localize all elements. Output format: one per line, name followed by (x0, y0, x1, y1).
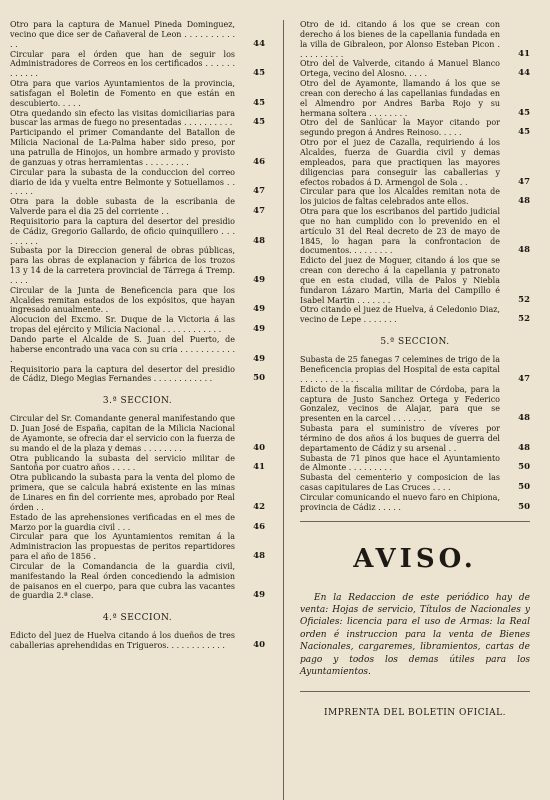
entry-text: Circular para que los Ayuntamientos remitan á la Administracion las propuestas de peritos repartidores para el año de 1856 . (10, 532, 235, 562)
entry-text: Otro del de Valverde, citando á Manuel Blanco Ortega, vecino del Alosno. . . . . (300, 59, 500, 79)
entry-page-number: 47 (253, 186, 265, 197)
entry-text: Edicto del juez de Huelva citando á los dueños de tres caballerias aprehendidas en Trigueros. . . . . . . . . . . . (10, 631, 235, 651)
entry-text: Alocucion del Excmo. Sr. Duque de la Victoria á las tropas del ejército y Milicia Nacional . . . . . . . . . . . . (10, 315, 235, 335)
entry-page-number: 48 (518, 442, 530, 453)
index-entry (300, 79, 530, 118)
entry-text: Subasta del cementerio y composicion de las casas capitulares de Las Cruces . . . . (300, 473, 500, 493)
entry-text: Otro citando el juez de Huelva, á Celedonio Diaz, vecino de Lepe . . . . . . . (300, 305, 500, 325)
entry-page-number: 49 (253, 324, 265, 335)
index-entry (300, 424, 530, 454)
entry-text: Subasta de 71 pinos que hace el Ayuntamiento de Almonte . . . . . . . . . (300, 453, 500, 473)
entry-page-number: 45 (518, 107, 530, 118)
entry-page-number: 48 (518, 245, 530, 256)
index-entry (300, 454, 530, 474)
entry-text: Otra para que los escribanos del partido judicial que no han cumplido con lo prevenido en el artículo 31 del Real decreto de 23 de mayo de 1845, lo hagan para la confrontacion de documentos. . . . . . . . . (300, 207, 500, 256)
section-heading-3: 3.ª SECCION. (102, 396, 173, 407)
index-entry (300, 256, 530, 305)
entry-page-number: 47 (518, 373, 530, 384)
entry-text: Circular para el órden que han de seguir los Administradores de Correos en los certificados . . . . . . . . . . . . (10, 49, 235, 79)
index-entry (300, 187, 530, 207)
entry-text: Otro del de Sanlúcar la Mayor citando por segundo pregon á Andres Reinoso. . . . . (300, 118, 500, 138)
entry-text: Otra para que varios Ayuntamientos de la provincia, satisfagan el Boletin de Fomento en que están en descubierto. . . . . (10, 79, 235, 108)
aviso-title: AVISO. (353, 543, 477, 574)
index-entry (300, 138, 530, 187)
entry-text: Estado de las aprehensiones verificadas en el mes de Marzo por la guardia civil . . . (10, 512, 235, 532)
index-entry (10, 365, 265, 385)
index-entry (300, 207, 530, 256)
left-entries-c (10, 631, 265, 651)
aviso-text: En la Redaccion de este periódico hay de venta: Hojas de servicio, Títulos de Nacionales y Oficiales: licencia para el uso de Armas: la Real orden é instruccion para la venta de Bienes Nacionales, cargaremes, libramientos, cartas de pago y todos los demas útiles para los Ayuntamientos. (300, 592, 530, 678)
index-entry (10, 50, 265, 80)
index-entry (10, 20, 265, 50)
entry-text: Otra quedando sin efecto las visitas domiciliarias para buscar las armas de fuego no presentadas . . . . . . . . . . (10, 108, 235, 128)
index-entry (300, 355, 530, 385)
index-entry (10, 335, 265, 365)
index-entry (300, 20, 530, 59)
entry-page-number: 49 (253, 353, 265, 364)
entry-page-number: 47 (253, 206, 265, 217)
index-entry (10, 197, 265, 217)
right-entries-b (300, 355, 530, 513)
entry-page-number: 46 (253, 156, 265, 167)
entry-page-number: 50 (253, 373, 265, 384)
entry-page-number: 41 (253, 462, 265, 473)
entry-page-number: 42 (253, 501, 265, 512)
index-entry (10, 315, 265, 335)
entry-page-number: 41 (518, 48, 530, 59)
index-entry (10, 286, 265, 316)
aviso-block (300, 521, 530, 679)
index-entry (300, 385, 530, 424)
index-entry (300, 59, 530, 79)
entry-page-number: 44 (253, 38, 265, 49)
entry-text: Otra para la doble subasta de la escribania de Valverde para el dia 25 del corriente . . (10, 197, 235, 217)
entry-page-number: 47 (518, 176, 530, 187)
entry-text: Circular del Sr. Comandante general manifestando que D. Juan José de España, capitan de la Milicia Nacional de Ayamonte, se ofrecia dar el servicio con la fuerza de su mando el de la plaza y demas . . . . . . . . (10, 414, 235, 453)
entry-page-number: 52 (518, 294, 530, 305)
entry-page-number: 46 (253, 521, 265, 532)
index-entry (10, 414, 265, 453)
index-entry (10, 246, 265, 285)
entry-text: Otra publicando la subasta para la venta del plomo de primera, que se calcula habrá existente en las minas de Linares en fin del corriente mes, aprobado por Real órden . . (10, 473, 235, 512)
entry-text: Circular comunicando el nuevo faro en Chipiona, provincia de Cádiz . . . . . (300, 492, 500, 512)
right-entries-a (300, 20, 530, 325)
entry-page-number: 52 (518, 314, 530, 325)
index-entry (10, 562, 265, 601)
entry-page-number: 50 (518, 482, 530, 493)
entry-text: Circular para que los Alcaldes remitan nota de los juicios de faltas celebrados ante ellos. (300, 187, 500, 207)
index-entry (10, 168, 265, 198)
index-entry (10, 217, 265, 247)
entry-page-number: 48 (253, 551, 265, 562)
index-entry (300, 493, 530, 513)
entry-text: Otra publicando la subasta del servicio militar de Santoña por cuatro años . . . . . (10, 453, 235, 473)
entry-text: Circular para la subasta de la conduccion del correo diario de ida y vuelta entre Belmonte y Sotuellamos . . . . . . . (10, 167, 235, 197)
column-divider (283, 20, 284, 800)
entry-text: Requisitorio para la captura del desertor del presidio de Cádiz, Gregorio Gallardo, de oficio quinquillero . . . . . . . . . (10, 216, 235, 246)
index-entry (10, 513, 265, 533)
entry-text: Subasta de 25 fanegas 7 celemines de trigo de la Beneficencia propias del Hospital de esta capital . . . . . . . . . . . . (300, 355, 500, 384)
entry-page-number: 50 (518, 501, 530, 512)
index-entry (10, 631, 265, 651)
left-entries-b (10, 414, 265, 601)
entry-text: Otro por el juez de Cazalla, requiriendo á los Alcaldes, fuerza de Guardia civil y demas empleados, para que practiquen las mayores diligencias para conseguir las caballerias y efectos robados á D. Armengol de Sola . . (300, 138, 500, 187)
entry-text: Circular de la Junta de Beneficencia para que los Alcaldes remitan estados de los expósitos, que hayan ingresado anualmente. . (10, 285, 235, 315)
entry-text: Subasta para el suministro de víveres por término de dos años á los buques de guerra del departamento de Cádiz y su arsenal . . (300, 424, 500, 453)
index-entry (300, 473, 530, 493)
section-heading-4: 4.ª SECCION. (102, 613, 173, 624)
entry-page-number: 40 (253, 442, 265, 453)
entry-text: Otro del de Ayamonte, llamando á los que se crean con derecho á las capellanias fundadas en el Almendro por Andres Barba Rojo y su hermana soltera . . . . . . . . (300, 79, 500, 118)
entry-text: Otro de id. citando á los que se crean con derecho á los bienes de la capellania fundada en la villa de Gibraleon, por Alonso Esteban Picon . . . . . . . . . . (300, 20, 500, 59)
entry-text: Requisitorio para la captura del desertor del presidio de Cádiz, Diego Megias Fernandes . . . . . . . . . . . . (10, 364, 235, 384)
entry-page-number: 48 (518, 413, 530, 424)
entry-page-number: 45 (518, 127, 530, 138)
entry-page-number: 45 (253, 68, 265, 79)
entry-page-number: 49 (253, 590, 265, 601)
entry-page-number: 44 (518, 68, 530, 79)
entry-text: Dando parte el Alcalde de S. Juan del Puerto, de haberse encontrado una vaca con su cria . . . . . . . . . . . . (10, 335, 235, 364)
entry-page-number: 49 (253, 304, 265, 315)
entry-text: Edicto de la fiscalia militar de Córdoba, para la captura de Justo Sanchez Ortega y Federico Gonzalez, vecinos de Alajar, para que se presenten en la carcel . . . . . . . (300, 384, 500, 424)
entry-page-number: 45 (253, 117, 265, 128)
entry-page-number: 48 (253, 235, 265, 246)
left-entries-a (10, 20, 265, 384)
index-entry (10, 79, 265, 109)
index-entry (10, 109, 265, 129)
index-entry (10, 532, 265, 562)
printer-footer: IMPRENTA DEL BOLETIN OFICIAL. (300, 691, 530, 718)
section-heading-5: 5.ª SECCION. (380, 337, 450, 348)
entry-text: Otro para la captura de Manuel Pineda Dominguez, vecino que dice ser de Cañaveral de Leon . . . . . . . . . . . . (10, 20, 235, 49)
entry-page-number: 45 (253, 97, 265, 108)
right-column (300, 20, 530, 718)
entry-page-number: 49 (253, 274, 265, 285)
entry-text: Edicto del juez de Moguer, citando á los que se crean con derecho á la capellania y patronato que en esta ciudad, villa de Palos y Niebla fundaron Lázaro Martin, Maria del Campillo é Isabel Martin . . . . . . . (300, 256, 500, 305)
entry-page-number: 50 (518, 462, 530, 473)
left-column (10, 20, 265, 651)
index-entry (10, 473, 265, 512)
index-entry (10, 128, 265, 167)
entry-page-number: 40 (253, 640, 265, 651)
index-entry (10, 454, 265, 474)
entry-text: Subasta por la Direccion general de obras públicas, para las obras de explanacion y fábrica de los trozos 13 y 14 de la carretera provincial de Tárrega á Tremp. . . . . (10, 246, 235, 285)
index-entry (300, 305, 530, 325)
index-entry (300, 118, 530, 138)
entry-text: Circular de la Comandancia de la guardia civil, manifestando la Real órden concediendo la admision de paisanos en el cuerpo, para que cubra las vacantes de guardia 2.ª clase. (10, 561, 235, 601)
entry-text: Participando el primer Comandante del Batallon de Milicia Nacional de La-Palma haber sido preso, por una patrulla de Hinojos, un hombre armado y provisto de ganzuas y otras herramientas . . . . . . . . . (10, 128, 235, 167)
entry-page-number: 48 (518, 196, 530, 207)
